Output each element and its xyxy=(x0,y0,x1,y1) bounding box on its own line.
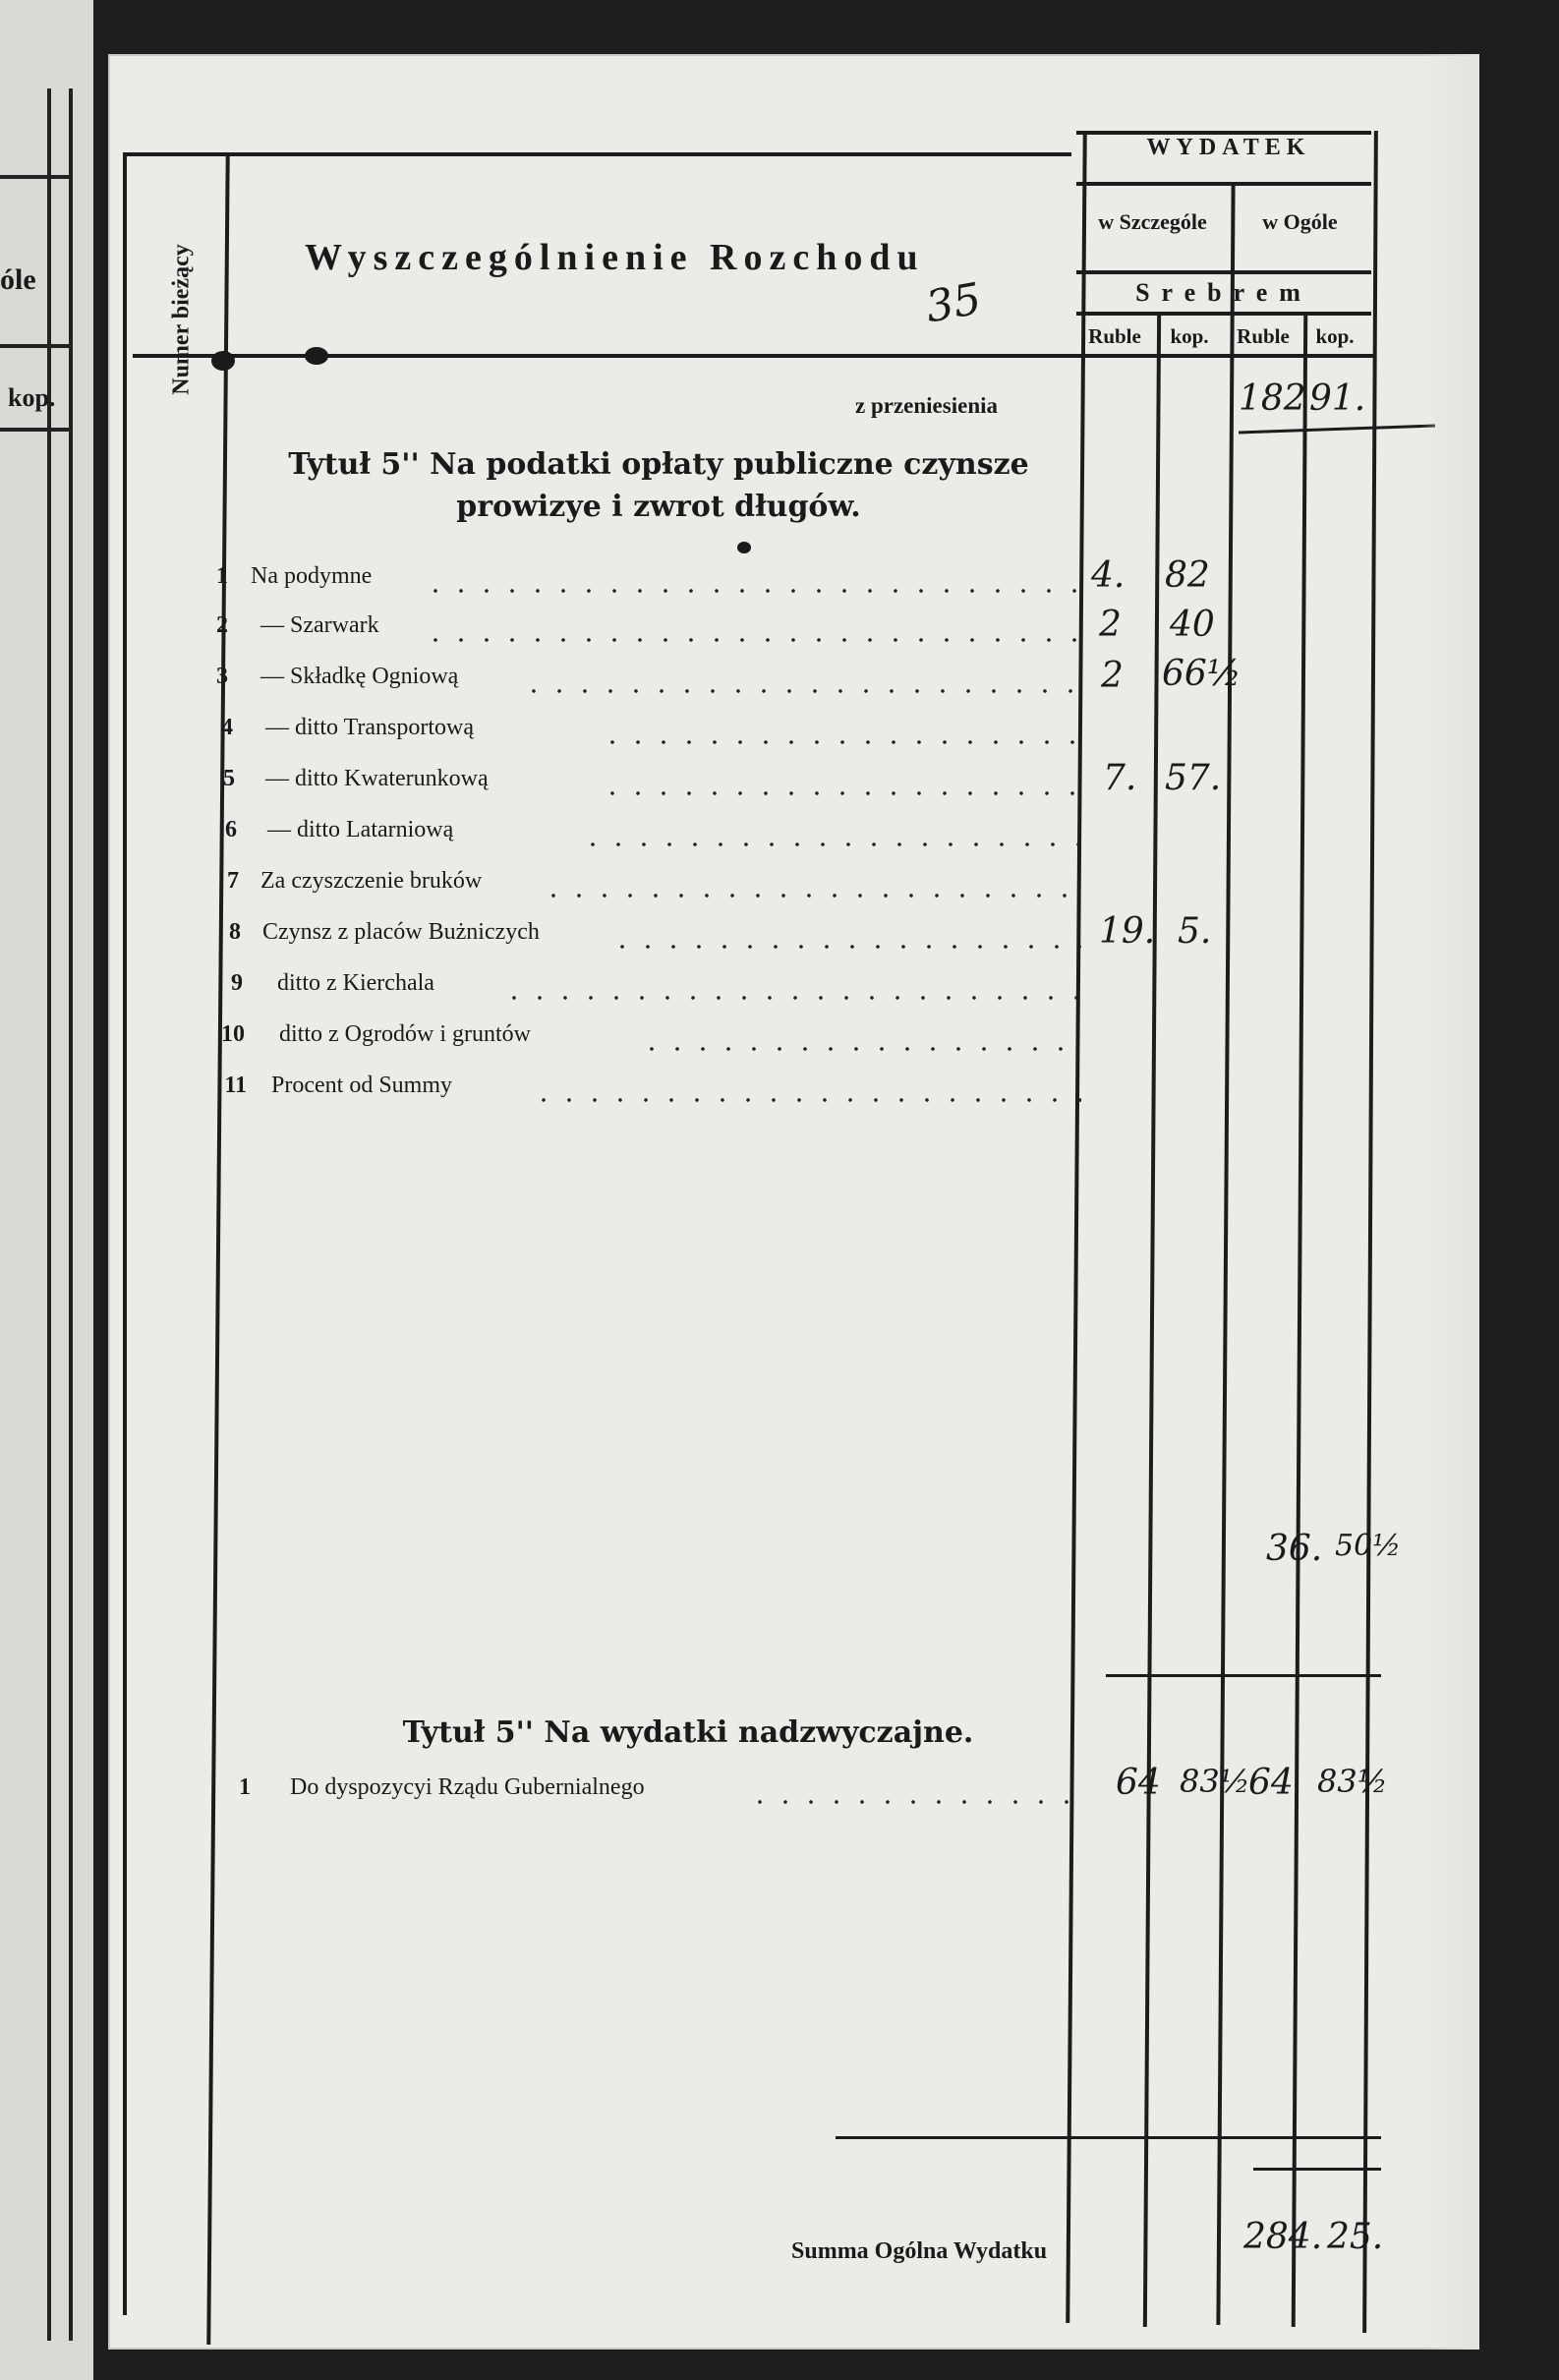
row-kop: 83½ xyxy=(1180,1763,1250,1800)
list-item xyxy=(108,1763,1388,1814)
subtotal-line xyxy=(1106,1674,1381,1677)
row-label: Do dyspozycyi Rządu Gubernialnego xyxy=(290,1774,645,1800)
ogole-column-line xyxy=(1216,182,1235,2325)
row-ruble: 7. xyxy=(1103,758,1137,798)
wydatek-header: WYDATEK xyxy=(1146,135,1311,160)
row-number: 6 xyxy=(225,817,237,842)
row-number: 10 xyxy=(221,1021,245,1047)
left-page-strip xyxy=(0,0,93,2380)
row-label: Za czyszczenie bruków xyxy=(260,868,483,894)
total-kop: 25. xyxy=(1327,2217,1384,2257)
leader-dots xyxy=(609,945,1081,949)
row-total-ruble: 64 xyxy=(1248,1763,1294,1803)
section-title: prowizye i zwrot długów. xyxy=(456,490,861,524)
list-item xyxy=(108,911,1212,958)
row-number: 8 xyxy=(229,919,241,945)
frame-line xyxy=(123,152,1071,156)
leader-dots xyxy=(531,1098,1081,1102)
leader-dots xyxy=(423,638,1081,642)
row-label: Na podymne xyxy=(251,563,373,589)
w-ogole-header: w Ogóle xyxy=(1262,209,1338,234)
w-szczegole-header: w Szczególe xyxy=(1098,209,1207,234)
ink-blot xyxy=(305,347,328,365)
number-column-label: Numer bieżący xyxy=(168,244,195,395)
left-page-line xyxy=(0,175,69,179)
carry-over-ruble: 182 xyxy=(1239,378,1306,419)
row-number: 4 xyxy=(221,715,233,740)
left-page-kop-label: kop. xyxy=(8,383,56,412)
list-item xyxy=(108,1073,1189,1112)
subtotal-ruble: 36. xyxy=(1266,1529,1323,1569)
list-item xyxy=(108,758,1222,805)
carry-underline xyxy=(1239,425,1435,435)
list-item xyxy=(108,868,1189,907)
ink-blot xyxy=(211,351,235,371)
frame-line xyxy=(1362,131,1378,2333)
list-item xyxy=(108,715,1189,754)
row-kop: 57. xyxy=(1165,758,1222,798)
leader-dots xyxy=(747,1800,1081,1804)
row-ruble: 19. xyxy=(1099,911,1156,952)
leader-dots xyxy=(600,791,1081,795)
list-item xyxy=(108,605,1215,652)
ink-blot xyxy=(737,542,751,553)
row-ruble: 2 xyxy=(1101,656,1124,696)
leader-dots xyxy=(580,842,1081,846)
frame-line xyxy=(1076,270,1371,274)
leader-dots xyxy=(521,689,1081,693)
left-page-line xyxy=(69,88,73,2341)
total-ruble: 284. xyxy=(1243,2217,1323,2257)
row-kop: 40 xyxy=(1170,605,1215,645)
row-total-kop: 83½ xyxy=(1317,1763,1388,1800)
left-page-line xyxy=(0,344,69,348)
row-number: 11 xyxy=(224,1073,247,1098)
left-page-line xyxy=(0,428,69,432)
leader-dots xyxy=(423,589,1081,593)
total-label: Summa Ogólna Wydatku xyxy=(791,2238,1048,2264)
list-item xyxy=(108,555,1210,603)
srebrem-header: Srebrem xyxy=(1135,278,1312,307)
list-item xyxy=(108,817,1189,856)
list-item xyxy=(108,654,1241,703)
row-label: — ditto Transportową xyxy=(265,715,475,740)
row-label: ditto z Ogrodów i gruntów xyxy=(279,1021,531,1047)
row-number: 9 xyxy=(231,970,243,996)
row-number: 1 xyxy=(239,1774,251,1800)
row-kop: 82 xyxy=(1165,555,1210,596)
handwritten-page-number: 35 xyxy=(921,273,986,333)
row-kop: 66½ xyxy=(1162,654,1241,694)
kop-column-line xyxy=(1292,312,1308,2327)
left-page-line xyxy=(47,88,51,2341)
row-number: 3 xyxy=(216,664,228,689)
kop-subheader: kop. xyxy=(1170,324,1209,348)
row-label: ditto z Kierchala xyxy=(277,970,434,996)
ledger-page xyxy=(108,54,1479,2350)
leader-dots xyxy=(600,740,1081,744)
row-ruble: 64 xyxy=(1116,1763,1161,1803)
frame-line xyxy=(1076,312,1371,316)
page-title: Wyszczególnienie Rozchodu xyxy=(305,237,925,278)
leader-dots xyxy=(501,996,1081,1000)
frame-line xyxy=(1076,182,1371,186)
row-label: — ditto Latarniową xyxy=(267,817,454,842)
row-number: 1 xyxy=(216,563,228,589)
total-line xyxy=(836,2136,1381,2139)
row-label: — Składkę Ogniową xyxy=(260,664,459,689)
row-label: — Szarwark xyxy=(260,612,379,638)
row-number: 5 xyxy=(223,766,235,791)
frame-line xyxy=(123,152,127,2315)
row-ruble: 4. xyxy=(1091,555,1126,596)
row-ruble: 2 xyxy=(1099,605,1122,645)
kop-subheader: kop. xyxy=(1315,324,1355,348)
row-number: 7 xyxy=(227,868,239,894)
carry-over-kop: 91. xyxy=(1309,378,1366,419)
section-title: Tytuł 5'' Na wydatki nadzwyczajne. xyxy=(402,1715,974,1750)
number-column-line xyxy=(206,152,229,2345)
list-item xyxy=(108,970,1189,1010)
carry-over-label: z przeniesienia xyxy=(855,393,998,418)
row-label: Procent od Summy xyxy=(271,1073,452,1098)
row-label: — ditto Kwaterunkową xyxy=(265,766,489,791)
row-kop: 5. xyxy=(1178,911,1212,952)
subtotal-kop: 50½ xyxy=(1335,1529,1402,1563)
list-item xyxy=(108,1021,1189,1061)
row-number: 2 xyxy=(216,612,228,638)
leader-dots xyxy=(541,894,1081,898)
row-label: Czynsz z placów Bużniczych xyxy=(262,919,540,945)
leader-dots xyxy=(639,1047,1081,1051)
left-page-column-label: óle xyxy=(0,263,36,296)
number-column-header xyxy=(152,192,211,447)
ruble-subheader: Ruble xyxy=(1237,324,1290,348)
ruble-subheader: Ruble xyxy=(1088,324,1141,348)
total-line xyxy=(1253,2168,1381,2171)
section-title: Tytuł 5'' Na podatki opłaty publiczne czynsze xyxy=(288,447,1029,482)
